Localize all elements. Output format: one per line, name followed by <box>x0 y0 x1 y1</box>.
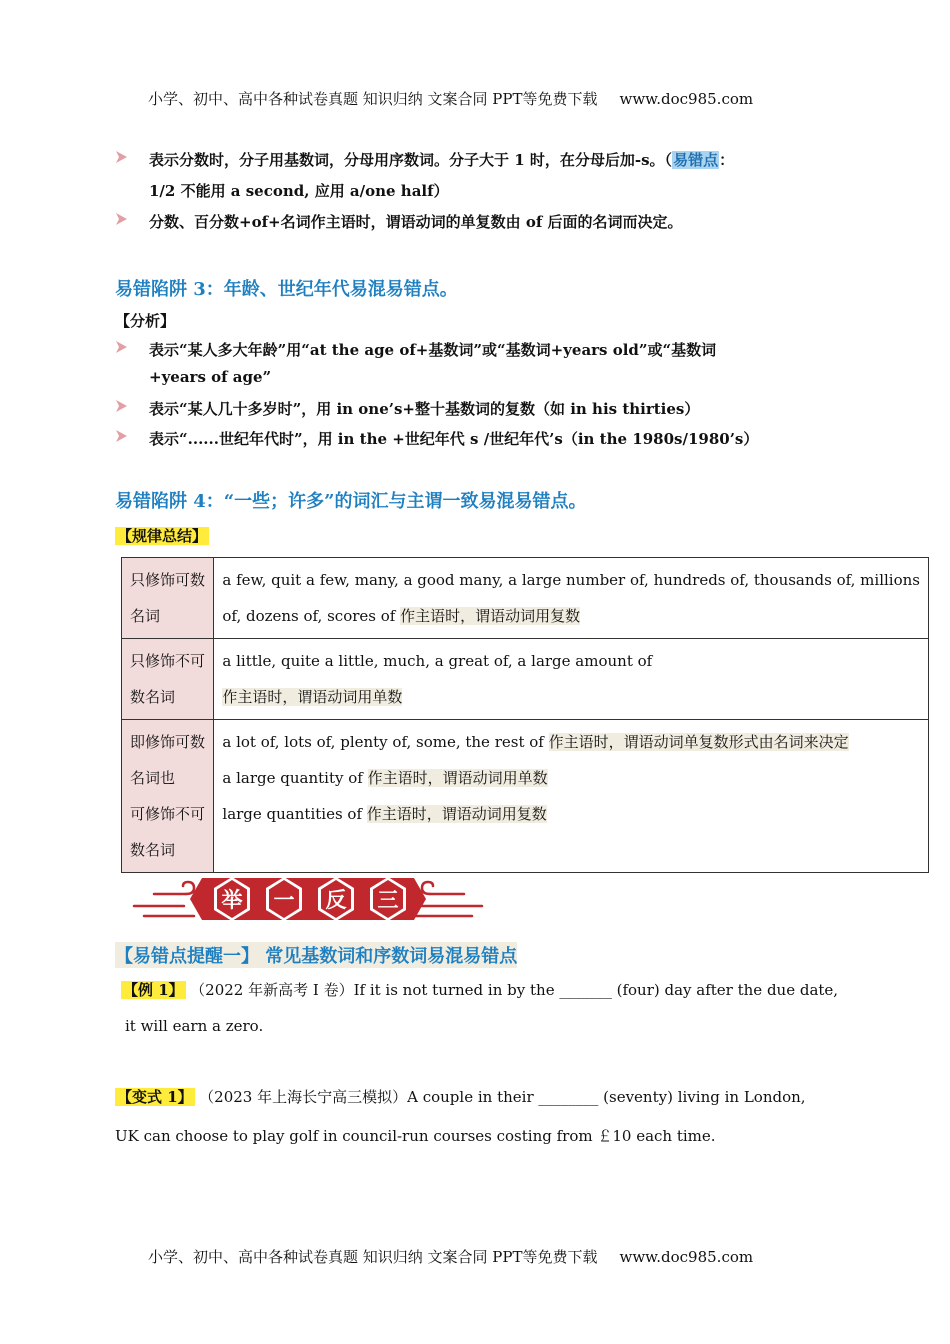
bullet-age-line2: +years of age” <box>149 368 272 386</box>
usage-note: 作主语时，谓语动词用单数 <box>222 688 403 706</box>
bullet-decades-age: 表示“某人几十多岁时”，用 in one’s+整十基数词的复数（如 in his thirties） <box>149 398 699 419</box>
row-label: 只修饰可数名词 <box>122 558 214 639</box>
footer-text: 小学、初中、高中各种试卷真题 知识归纳 文案合同 PPT等免费下载 <box>148 1248 598 1266</box>
arrow-bullet-icon <box>115 340 128 354</box>
row-label: 即修饰可数名词也 可修饰不可数名词 <box>122 720 214 873</box>
trap3-title: 易错陷阱 3：年龄、世纪年代易混易错点。 <box>115 279 458 300</box>
bullet-age: 表示“某人多大年龄”用“at the age of+基数词”或“基数词+years old”或“基数词 <box>149 339 716 360</box>
page-header <box>148 88 753 109</box>
table-row <box>122 558 929 639</box>
reminder-title: 【易错点提醒一】 常见基数词和序数词易混易错点 <box>115 942 517 968</box>
variant-1: 【变式 1】 （2023 年上海长宁高三模拟）A couple in their ________ (seventy) living in London, <box>117 1088 806 1106</box>
example-1: 【例 1】 （2022 年新高考 I 卷）If it is not turned in by the _______ (four) day after the due date, <box>123 981 839 999</box>
arrow-bullet-icon <box>115 429 128 443</box>
variant-1-line2: UK can choose to play golf in council-run courses costing from ￡10 each time. <box>115 1127 716 1145</box>
bullet-century: 表示“......世纪年代时”，用 in the +世纪年代 s /世纪年代’s（in the 1980s/1980’s） <box>149 428 758 449</box>
usage-note: 作主语时，谓语动词用复数 <box>366 805 547 823</box>
banner-char: 反 <box>325 888 347 912</box>
row-content: a little, quite a little, much, a great of, a large amount of 作主语时，谓语动词用单数 <box>214 639 929 720</box>
bullet-fraction: 表示分数时，分子用基数词，分母用序数词。分子大于 1 时，在分母后加-s。（易错点： <box>149 149 734 170</box>
quantifier-rule-table <box>121 557 929 873</box>
page-footer <box>148 1246 753 1267</box>
banner-char: 一 <box>273 888 295 912</box>
banner-char: 举 <box>221 888 243 912</box>
banner-char: 三 <box>377 888 399 912</box>
header-url[interactable]: www.doc985.com <box>619 90 754 108</box>
arrow-bullet-icon <box>115 150 128 164</box>
table-row <box>122 639 929 720</box>
footer-url[interactable]: www.doc985.com <box>619 1248 754 1266</box>
usage-note: 作主语时，谓语动词单复数形式由名词来决定 <box>548 733 849 751</box>
header-text: 小学、初中、高中各种试卷真题 知识归纳 文案合同 PPT等免费下载 <box>148 90 598 108</box>
bullet-percent: 分数、百分数+of+名词作主语时，谓语动词的单复数由 of 后面的名词而决定。 <box>149 211 683 232</box>
example-1-line2: it will earn a zero. <box>125 1017 264 1035</box>
row-content: a lot of, lots of, plenty of, some, the rest of 作主语时，谓语动词单复数形式由名词来决定 a large quantity of 作主语时，谓语动词用单数 large quantities of 作主语时，谓语动词用复数 <box>214 720 929 873</box>
trap4-title: 易错陷阱 4：“一些；许多”的词汇与主谓一致易混易错点。 <box>115 491 587 512</box>
table-row <box>122 720 929 873</box>
arrow-bullet-icon <box>115 399 128 413</box>
rule-summary-tag: 【规律总结】 <box>117 527 208 545</box>
bullet-fraction-line2: 1/2 不能用 a second, 应用 a/one half） <box>149 182 449 200</box>
row-label: 只修饰不可数名词 <box>122 639 214 720</box>
row-content: a few, quit a few, many, a good many, a large number of, hundreds of, thousands of, millions of, dozens of, scores of 作主语时，谓语动词用复数 <box>214 558 929 639</box>
usage-note: 作主语时，谓语动词用单数 <box>367 769 548 787</box>
usage-note: 作主语时，谓语动词用复数 <box>400 607 581 625</box>
banner-decoration <box>132 866 484 932</box>
arrow-bullet-icon <box>115 212 128 226</box>
example-tag: 【例 1】 <box>123 981 184 999</box>
error-point-highlight: 易错点 <box>673 151 719 169</box>
variant-tag: 【变式 1】 <box>117 1088 193 1106</box>
analysis-tag: 【分析】 <box>115 312 176 330</box>
